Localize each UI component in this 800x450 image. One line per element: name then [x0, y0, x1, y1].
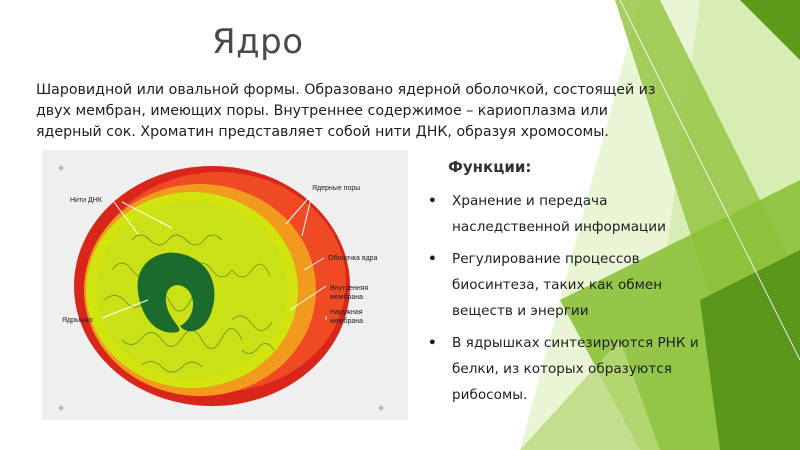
function-item: • Регулирование процессов биосинтеза, таких как обмен веществ и энергии — [424, 246, 714, 324]
label-inner-line2: мембрана — [330, 294, 363, 301]
label-outer-line2: мембрана — [330, 318, 363, 325]
functions-list — [424, 188, 714, 414]
functions-heading: Функции: — [448, 158, 532, 176]
intro-paragraph: Шаровидной или овальной формы. Образовано ядерной оболочкой, состоящей из двух мембран, имеющих поры. Внутреннее содержимое – кариоплазма или ядерный сок. Хроматин представляет собой нити ДНК, образуя хромосомы. — [36, 82, 656, 140]
slide-title: Ядро — [212, 22, 304, 62]
label-envelope: Оболочка ядра — [328, 255, 378, 262]
nucleus-diagram — [42, 150, 408, 420]
label-inner-line1: Внутренняя — [330, 285, 369, 292]
label-dna: Нити ДНК — [70, 197, 102, 204]
label-pores: Ядерные поры — [312, 185, 361, 192]
label-nucleolus: Ядрышко — [62, 317, 93, 324]
function-item: • Хранение и передача наследственной информации — [424, 188, 714, 240]
function-item: • В ядрышках синтезируются РНК и белки, из которых образуются рибосомы. — [424, 330, 714, 408]
label-outer-line1: Наружная — [330, 309, 363, 316]
